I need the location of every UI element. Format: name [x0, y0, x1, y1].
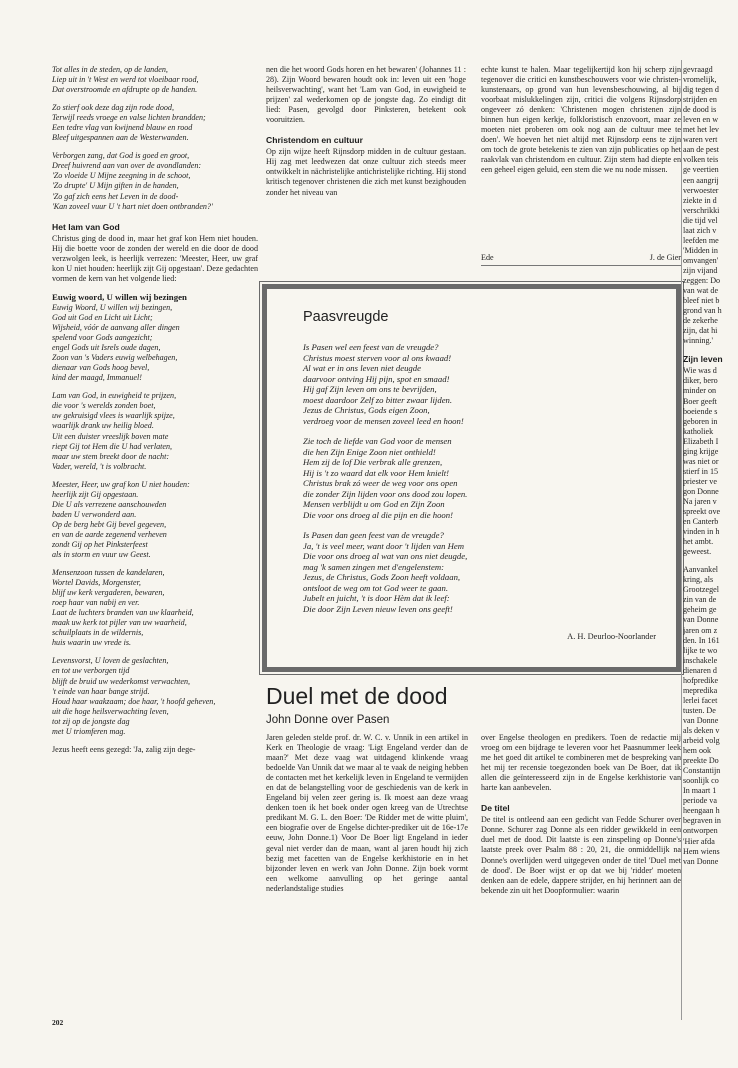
body-paragraph: De titel is ontleend aan een gedicht van Fedde Schurer over Donne. Schurer zag Donne als een ridder gewikkeld in een duel met de dood. Dit laatste is een zinspeling op Donne's laatste preek over Psalm 88 : 20, 21, die onmiddellijk na Donne's overlijden werd uitgegeven onder de titel 'Duel met de dood'. De Boer wijst er op dat we bij 'ridder' moeten denken aan de edele, dappere strijder, en hij herinnert aan de bekende zin uit het Doopformulier: waarin: [481, 815, 681, 895]
body-paragraph: Op zijn wijze heeft Rijnsdorp midden in de cultuur gestaan. Hij zag met leedwezen dat onze cultuur zich steeds meer ontwikkelt in nächristelijke antichristelijke richting. Hij stond kritisch tegenover christenen die zich met kunst bezighouden zonder het niveau van: [266, 147, 466, 197]
sidebar-text-block-1: [683, 65, 738, 346]
poem-stanza-2: Zo stierf ook deze dag zijn rode dood, Terwijl reeds vroege en valse lichten brandden; Een tedre vlag van kwijnend blauw en rood Bleef uitgespannen aan de Westerwanden.: [52, 103, 206, 143]
column-3: [481, 65, 681, 255]
sidebar-line: 'Midden in: [683, 245, 718, 255]
section-heading-christendom-en-cultuur: Christendom en cultuur: [266, 135, 363, 146]
sidebar-line: Hem wiens: [683, 846, 720, 856]
sidebar-line: aan de pest: [683, 145, 719, 155]
sidebar-line: heengaan h: [683, 806, 720, 816]
sidebar-line: priester ve: [683, 476, 717, 486]
sidebar-line: ging krijge: [683, 446, 719, 456]
poem-stanza-2: Zie toch de liefde van God voor de mensen die hen Zijn Enige Zoon niet onthield! Hem zij de lof Die verbrak alle grenzen, Hij is 't zo waard dat elk voor Hem knielt! Christus brak zó weer de weg voor ons open die zonder Zijn lijden voor ons dood zou lopen. Mensen verblijdt u om God en Zijn Zoon Die voor ons droeg al die pijn en die hoon!: [303, 436, 468, 520]
article-title: Duel met de dood: [266, 683, 448, 709]
sidebar-line: inschakele: [683, 655, 718, 665]
sidebar-line: de zekerhe: [683, 316, 718, 326]
sidebar-line: geweest.: [683, 547, 712, 557]
body-paragraph: Jaren geleden stelde prof. dr. W. C. v. Unnik in een artikel in Kerk en Theologie de vraag: 'Ligt Engeland verder dan de maan?' Met deze vaag wat uitdagend klinkende vraag bedoelde Van Unnik dat we maar al te vaak de neiging hebben de contacten met het kerkelijk leven in Engeland te vermijden en dat de belangstelling voor de geschiedenis van de kerk in Engeland bij velen zeer gering is. Ik moest aan deze vraag denken toen ik het boek onder ogen kreeg van de Utrechtse predikant M. G. L. den Boer: 'De Ridder met de witte pluim', een biografie over de Engelse dichter-prediker uit de 16e-17e eeuw, John Donne.1) Voor De Boer ligt Engeland in ieder geval niet verder dan de maan, want al jaren houdt hij zich bezig met facetten van de Engelse kerkhistorie en in het bijzonder leven en werk van John Donne. Zijn boek vormt een welkome aanvulling op het geringe aantal nederlandstalige studies: [266, 733, 468, 893]
sidebar-line: hofpredike: [683, 675, 719, 685]
sidebar-line: van Donne: [683, 615, 719, 625]
sidebar-line: dienaren d: [683, 665, 717, 675]
sidebar-line: zeggen: Do: [683, 275, 721, 285]
sidebar-line: spreekt ove: [683, 507, 721, 517]
sidebar-line: Na jaren v: [683, 496, 717, 506]
article-column-1: [266, 733, 468, 1018]
hymn-stanza-3: Meester, Heer, uw graf kon U niet houden: heerlijk zijt Gij opgestaan. Die U als verrezene aanschouwden baden U verwonderd aan. Op de berg hebt Gij bevel gegeven, en van de aarde zegenend verheven zondt Gij op het Pinksterfeest als in storm en vuur uw Geest.: [52, 479, 190, 560]
sidebar-line: dig tegen d: [683, 85, 719, 95]
sidebar-line: van Donne: [683, 715, 719, 725]
sidebar-line: hem ook: [683, 746, 712, 756]
poem-author: A. H. Deurloo-Noorlander: [567, 632, 656, 641]
sidebar-line: zijn vijand: [683, 265, 718, 275]
sidebar-line: zijn, dat hi: [683, 326, 718, 336]
signoff-place: Ede: [481, 253, 494, 262]
sidebar-line: katholiek: [683, 426, 714, 436]
sidebar-line: een aangrij: [683, 175, 719, 185]
body-paragraph-closing: Jezus heeft eens gezegd: 'Ja, zalig zijn dege-: [52, 744, 196, 754]
sidebar-line: met het lev: [683, 125, 719, 135]
section-heading-zijn-leven: Zijn leven: [683, 354, 723, 365]
sidebar-line: boeiende s: [683, 406, 718, 416]
sidebar-line: ontworpen: [683, 826, 718, 836]
sidebar-line: lijke te wo: [683, 645, 718, 655]
sidebar-line: Wie was d: [683, 366, 717, 376]
sidebar-line: leven en w: [683, 115, 719, 125]
sidebar-line: die tijd vel: [683, 215, 718, 225]
body-paragraph: Christus ging de dood in, maar het graf kon Hem niet houden. Hij die boette voor de zonden der wereld en die door de dood verzwolgen leek, is heerlijk verrezen: 'Meester, Heer, uw graf kon U niet houden: heerlijk zijt Gij opgestaan'. Deze gedachten vormen de kern van het volgende lied:: [52, 233, 258, 283]
sidebar-line: Elizabeth I: [683, 436, 719, 446]
poem-stanza-1: Tot alles in de steden, op de landen, Liep uit in 't West en werd tot vloeibaar rood, Dat overstroomde en afdrupte op de handen.: [52, 65, 199, 95]
sidebar-line: omvangen': [683, 255, 719, 265]
sidebar-line: gon Donne: [683, 486, 719, 496]
sidebar-line: de dood is: [683, 105, 717, 115]
sidebar-line: waren vert: [683, 135, 718, 145]
sidebar-line: laat zich v: [683, 225, 717, 235]
sidebar-line: volken teis: [683, 155, 719, 165]
poem-box-content: [303, 309, 663, 624]
signoff-author: J. de Gier: [649, 253, 681, 262]
sidebar-line: preekte Do: [683, 756, 719, 766]
sidebar-line: ge veertien: [683, 165, 719, 175]
poem-stanza-1: Is Pasen wel een feest van de vreugde? Christus moest sterven voor al ons kwaad! Al wat er in ons leven niet deugde daarvoor ontving Hij pijn, spot en smaad! Hij gaf Zijn leven om ons te bevrijden, moest daardoor Zelf zo bitter zwaar lijden. Jezus de Christus, Gods eigen Zoon, verdroeg voor de mensen zoveel leed en hoon!: [303, 342, 464, 426]
sidebar-line: Constantijn: [683, 766, 721, 776]
sidebar-line: geboren in: [683, 416, 718, 426]
sidebar-line: In maart 1: [683, 786, 717, 796]
sidebar-line: minder on: [683, 386, 717, 396]
sidebar-line: strijden en: [683, 95, 717, 105]
sidebar-line: Grootzegel: [683, 585, 719, 595]
poem-box-paasvreugde: [262, 284, 681, 672]
sidebar-text-block-2: [683, 366, 738, 557]
sidebar-line: soonlijk co: [683, 776, 719, 786]
sidebar-line: ziekte in d: [683, 195, 717, 205]
sidebar-line: vinden in h: [683, 527, 720, 537]
sidebar-line: van wat de: [683, 286, 719, 296]
sidebar-line: kring, als: [683, 575, 714, 585]
sidebar-line: grond van h: [683, 306, 722, 316]
sidebar-line: Aanvankel: [683, 565, 719, 575]
sidebar-line: winning.': [683, 336, 714, 346]
article-column-2: [481, 733, 681, 1018]
poem-title: Paasvreugde: [303, 309, 389, 325]
hymn-stanza-4: Mensenzoon tussen de kandelaren, Wortel Davids, Morgenster, blijf uw kerk vergaderen, bewaren, roep haar van nabij en ver. Laat de luchters branden van uw klaarheid, maak uw kerk tot pijler van uw waarheid, schuilplaats in de wildernis, huis waarin uw vrede is.: [52, 568, 194, 648]
sidebar-line: 'Hier afda: [683, 836, 715, 846]
page-number: 202: [52, 1018, 64, 1027]
section-heading-het-lam-van-god: Het lam van God: [52, 221, 120, 232]
article-signoff: [481, 253, 681, 262]
sidebar-line: periode va: [683, 796, 717, 806]
sidebar-line: leefden me: [683, 235, 719, 245]
divider: [481, 265, 681, 266]
sidebar-line: en Canterb: [683, 517, 719, 527]
sidebar-line: vromelijk,: [683, 75, 717, 85]
column-2: [266, 65, 466, 270]
poem-stanza-3: Verborgen zang, dat God is goed en groot, Dreef huivrend aan van over de avondlanden: 'Zo vloeide U Mijne zeegning in de schoot, 'Zo drupte' U Mijn giften in de handen, 'Zo gaf zich eens het Leven in de dood- 'Kan zoveel vuur U 't hart niet doen ontbranden?': [52, 151, 213, 211]
column-1: [52, 65, 258, 1007]
sidebar-line: arbeid volg: [683, 736, 720, 746]
sidebar-line: mepredika: [683, 685, 718, 695]
sidebar-line: van Donne: [683, 856, 719, 866]
sidebar-line: verschrikki: [683, 205, 720, 215]
hymn-stanza-1: Euwig Woord, U willen wij bezingen, God uit God en Licht uit Licht; Wijsheid, vóór de aanvang aller dingen spelend voor Gods aangezicht; engel Gods uit Isrels oude dagen, Zoon van 's Vaders euwig welbehagen, dienaar van Gods hoog bevel, kind der maagd, Immanuel!: [52, 302, 180, 383]
sidebar-line: lerlei facet: [683, 695, 718, 705]
sidebar-line: jaren om z: [683, 625, 718, 635]
sidebar-line: gevraagd: [683, 65, 713, 74]
sidebar-line: tusten. De: [683, 705, 716, 715]
sidebar-line: zin van de: [683, 595, 717, 605]
body-paragraph: echte kunst te halen. Maar tegelijkertijd kon hij scherp zijn tegenover die critici en kunstbeschouwers voor wie christen-kunstenaars, op grond van hun levensbeschouwing, al bij voorbaat mislukkelingen zijn, critici die volgens Rijnsdorp ongeveer zó denken: 'Christenen mogen christenen zijn binnen hun eigen kerkje, folkloristisch enzovoort, maar ze moeten niet proberen om ook nog aan de cultuur mee te doen'. We hoeven het niet altijd met Rijnsdorp eens te zijn om toch de grote betekenis te zien van zijn publicaties op het raakvlak van christendom en cultuur. Zijn stem had diepte en een geheel eigen geluid, een stem die we nu node missen.: [481, 65, 681, 175]
sidebar-line: den. In 161: [683, 635, 720, 645]
body-paragraph: nen die het woord Gods horen en het bewaren' (Johannes 11 : 28). Zijn Woord bewaren houdt ook in: leven uit een 'hoge heilsverwachting', want het 'Lam van God, in euwigheid te prijzen' zal wederkomen op de jongste dag. Zo eindigt dit lied: Pasen, gevolgd door Pinksteren, betekent ook vooruitzien.: [266, 65, 466, 125]
poem-stanza-3: Is Pasen dan geen feest van de vreugde? Ja, 't is veel meer, want door 't lijden van Hem Die voor ons droeg al wat van ons niet deugde, mag 'k samen zingen met d'engelenstem: Jezus, de Christus, Gods Zoon heeft voldaan, ontsloot de weg om tot God weer te gaan. Jubelt en juicht, 't is door Hèm dat ik leef: Die door Zijn Leven nieuw leven ons geeft!: [303, 530, 468, 614]
sidebar-line: stierf in 15: [683, 466, 719, 476]
sidebar-line: het ambt.: [683, 537, 714, 547]
article-subtitle: John Donne over Pasen: [266, 714, 390, 726]
sidebar-line: als deken v: [683, 726, 720, 735]
section-heading-de-titel: De titel: [481, 803, 510, 814]
cropped-next-page-column: [683, 65, 738, 1025]
sidebar-line: verwoester: [683, 185, 719, 195]
sidebar-line: diker, bero: [683, 376, 718, 386]
sidebar-line: bleef niet b: [683, 296, 720, 306]
body-paragraph: over Engelse theologen en predikers. Toen de redactie mij vroeg om een bijdrage te leveren voor het Paasnummer leek me het goed dit artikel te combineren met de bespreking van het mij ter recensie toegezonden boek van De Boer, dat ik allen die geïnteresseerd zijn in de Engelse kerkhistorie van harte kan aanbevelen.: [481, 733, 681, 793]
sidebar-text-block-3: [683, 565, 738, 866]
sidebar-line: was niet or: [683, 456, 719, 466]
hymn-title: Euwig woord, U willen wij bezingen: [52, 291, 187, 302]
sidebar-line: Boer geeft: [683, 396, 717, 406]
sidebar-divider: [681, 60, 682, 1020]
sidebar-line: begraven in: [683, 816, 721, 826]
hymn-stanza-2: Lam van God, in euwigheid te prijzen, die voor 's werelds zonden boet, uw gekruisigd vlees is waarlijk spijze, waarlijk drank uw heilig bloed. Uit een duister vreeslijk boven mate riept Gij tot Hem die U had verlaten, maar uw stem breekt door de nacht: Vader, wereld, 't is volbracht.: [52, 391, 177, 471]
hymn-stanza-5: Levensvorst, U loven de geslachten, en tot uw verborgen tijd blijft de bruid uw wederkomst verwachten, 't einde van haar bange strijd. Houd haar waakzaam; doe haar, 't hoofd geheven, uit die hoge heilsverwachting leven, tot zij op de jongste dag met U triomferen mag.: [52, 656, 216, 736]
sidebar-line: geheim ge: [683, 605, 717, 615]
